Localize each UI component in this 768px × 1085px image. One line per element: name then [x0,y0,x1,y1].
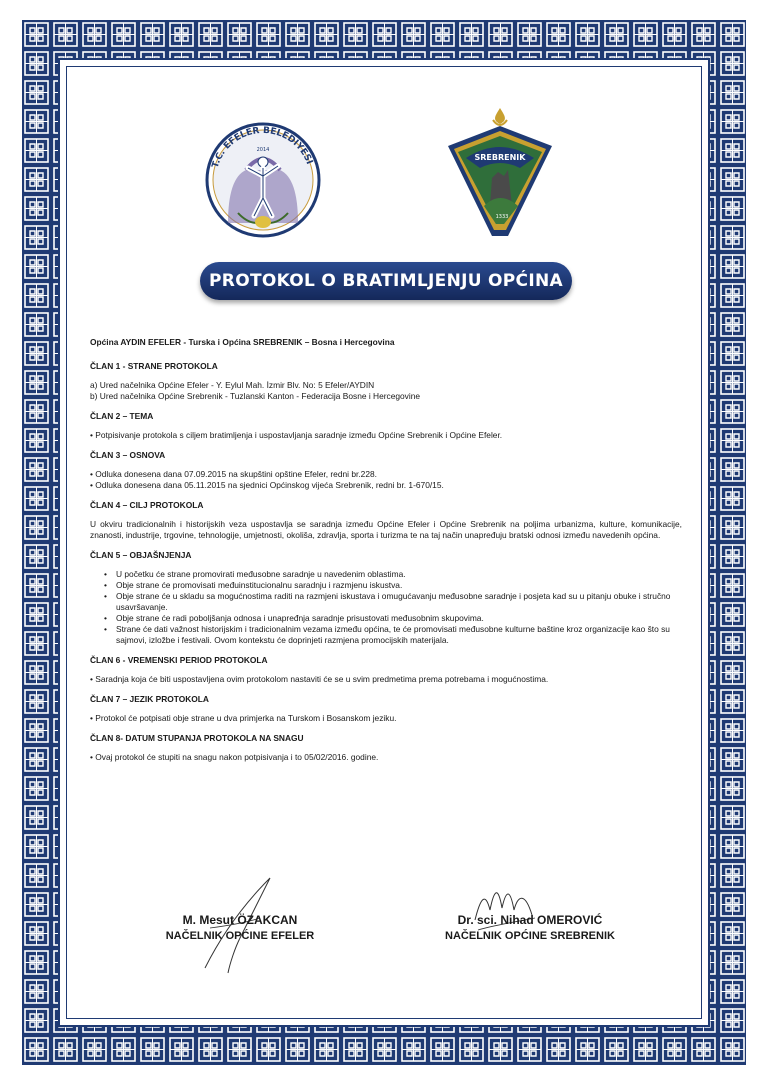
document-title-banner [200,262,572,300]
list-item: • Strane će dati važnost historijskim i tradicionalnim vezama između općina, te će promovisati međusobne kulturne baštine kroz organizacije kao što su sajmovi, izložbe i festivali. Ovom kontekstu će doprinjeti razmjena promocijskih materijala. [116,624,682,646]
section-1-heading: ČLAN 1 - STRANE PROTOKOLA [90,361,218,371]
document-title: PROTOKOL O BRATIMLJENJU OPĆINA [209,271,563,291]
intro-line: Općina AYDIN EFELER - Turska i Općina SREBRENIK – Bosna i Hercegovina [90,337,395,347]
section-3-heading: ČLAN 3 – OSNOVA [90,450,166,460]
section-5-heading: ČLAN 5 – OBJAŠNJENJA [90,550,192,560]
section-4-text: U okviru tradicionalnih i historijskih veza uspostavlja se saradnja između Općine Efeler i Općine Srebrenik na poljima urbanizma, kulture, komunikacije, znanosti, industrije, trgovine, tehnologije, umjetnosti, okoliša, zdravlja, sporta i turizma te na taj način unapređuju bratski odnosi između navedenih općina. [90,519,682,540]
section-4-heading: ČLAN 4 – CILJ PROTOKOLA [90,500,204,510]
srebrenik-municipality-logo [440,106,560,246]
left-logo-text: T.C. EFELER BELEDİYESİ [210,125,315,170]
section-1-line-b: b) Ured načelnika Općine Srebrenik - Tuzlanski Kanton - Federacija Bosne i Hercegovine [90,391,421,401]
section-2-text: • Potpisivanje protokola s ciljem bratimljenja i uspostavljanja saradnje između Općine Srebrenik i Općine Efeler. [90,430,503,440]
right-signature-block [430,912,630,944]
section-6-text: • Saradnja koja će biti uspostavljena ovim protokolom nastaviti će se u svim predmetima prema potrebama i mogućnostima. [90,674,549,684]
list-item: • U početku će strane promovirati međusobne saradnje u navedenim oblastima. [116,569,682,580]
section-7-text: • Protokol će potpisati obje strane u dva primjerka na Turskom i Bosanskom jeziku. [90,713,397,723]
section-6-heading: ČLAN 6 - VREMENSKI PERIOD PROTOKOLA [90,655,268,665]
protocol-body [90,337,682,763]
section-3-line-1: • Odluka donesena dana 07.09.2015 na skupštini opštine Efeler, redni br.228. [90,469,377,479]
right-signatory-title: NAČELNIK OPĆINE SREBRENIK [445,930,615,942]
right-logo-year: 1333 [495,214,509,220]
list-item: • Obje strane će radi poboljšanja odnosa i unapređnja saradnje prisustovati međusobnim skupovima. [116,613,682,624]
section-7-heading: ČLAN 7 – JEZIK PROTOKOLA [90,694,209,704]
left-signatory-title: NAČELNIK OPĆINE EFELER [165,930,315,942]
right-signatory-name: Dr. sci. Nihad OMEROVIĆ [457,913,603,927]
left-signature-block [150,912,330,944]
section-5-list [90,569,682,646]
left-logo-year: 2014 [256,147,270,153]
section-2-heading: ČLAN 2 – TEMA [90,411,154,421]
right-logo-text: SREBRENIK [474,153,526,162]
efeler-municipality-logo [198,118,328,240]
list-item: • Obje strane će promovisati međuinstitucionalnu saradnju i razmjenu iskustva. [116,580,682,591]
left-signatory-name: M. Mesut ÖZAKCAN [182,913,298,927]
section-8-heading: ČLAN 8- DATUM STUPANJA PROTOKOLA NA SNAGU [90,733,304,743]
list-item: • Obje strane će u skladu sa mogućnostima raditi na razmjeni iskustava i omugućavanju međusobne saradnje i posjeta kad su u pitanju obuke i stručno usavršavanje. [116,591,682,613]
section-3-line-2: • Odluka donesena dana 05.11.2015 na sjednici Općinskog vijeća Srebrenik, redni br. 1-670/15. [90,480,444,490]
section-8-text: • Ovaj protokol će stupiti na snagu nakon potpisivanja i to 05/02/2016. godine. [90,752,379,762]
section-1-line-a: a) Ured načelnika Općine Efeler - Y. Eylul Mah. İzmir Blv. No: 5 Efeler/AYDIN [90,380,375,390]
